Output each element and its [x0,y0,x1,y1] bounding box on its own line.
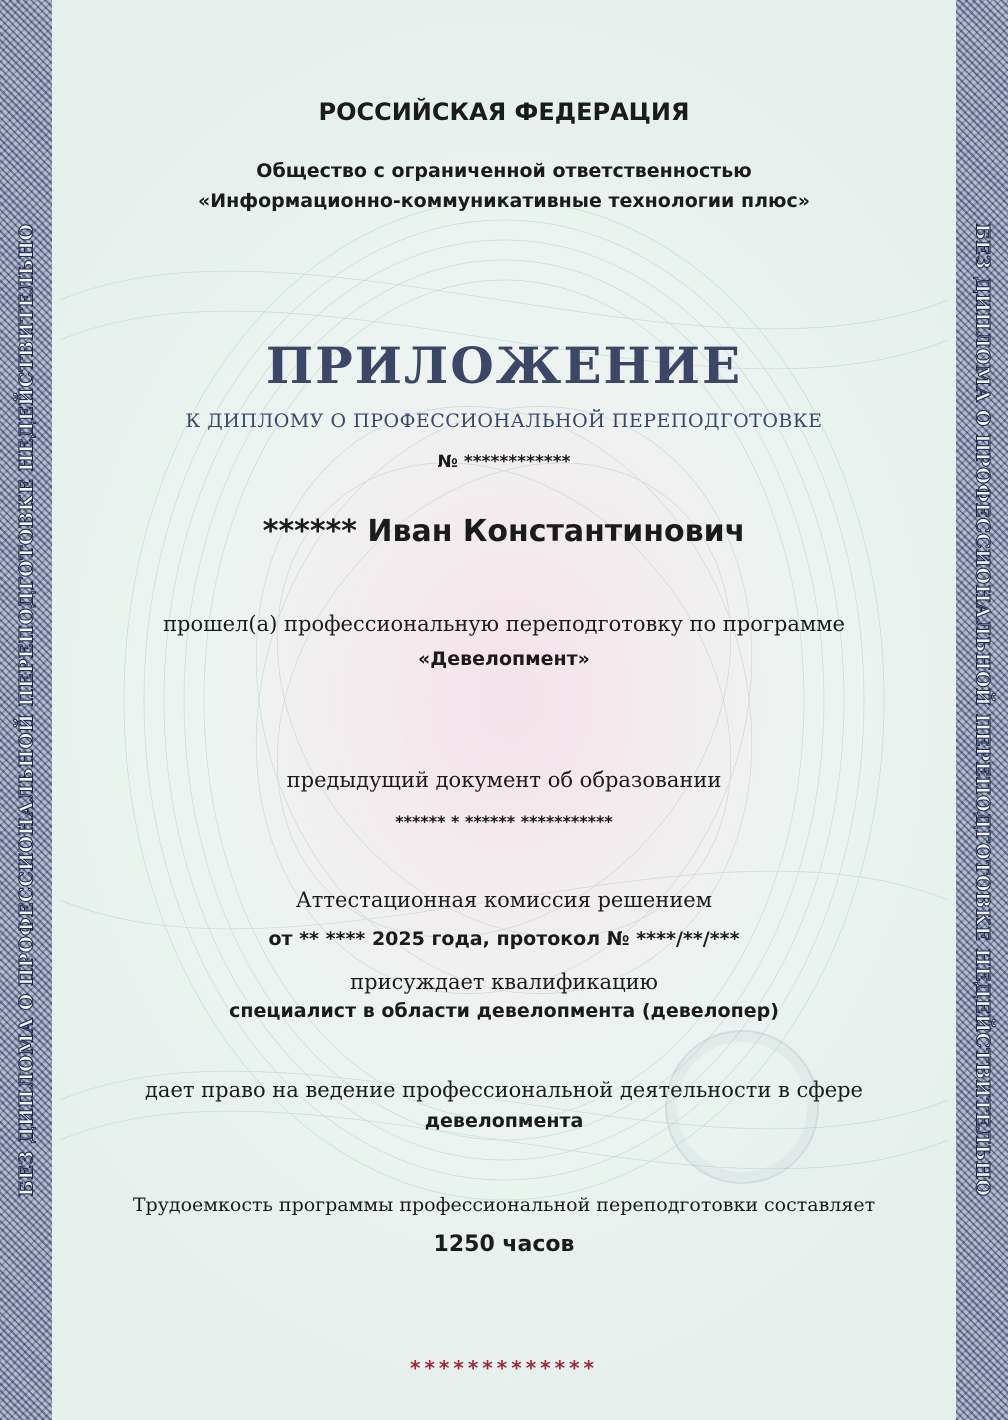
commission-text: Аттестационная комиссия решением [295,888,713,912]
organization-line-1: Общество с ограниченной ответственностью [256,160,752,182]
right-border-text [956,0,1008,1420]
sphere-text: девелопмента [424,1110,584,1132]
document-subtitle: К ДИПЛОМУ О ПРОФЕССИОНАЛЬНОЙ ПЕРЕПОДГОТОВКЕ [185,410,823,432]
faded-seal [665,1030,819,1184]
document-title: ПРИЛОЖЕНИЕ [265,336,743,395]
document-number: № ************ [437,452,571,472]
organization-line-2: «Информационно-коммуникативные технологии плюс» [197,190,811,212]
recipient-name: ****** Иван Константинович [262,514,746,549]
left-border-text [0,0,52,1420]
protocol-text: от ** **** 2025 года, протокол № ****/**/*** [268,928,740,950]
qualification-text: специалист в области девелопмента (девелопер) [229,1000,779,1022]
serial-number: ************* [410,1356,598,1380]
program-name: «Девелопмент» [418,648,590,670]
hours-value: 1250 часов [433,1232,575,1257]
left-border-label: БЕЗ ДИПЛОМА О ПРОФЕССИОНАЛЬНОЙ ПЕРЕПОДГОТОВКЕ НЕДЕЙСТВИТЕЛЬНО [15,223,37,1197]
country-heading: РОССИЙСКАЯ ФЕДЕРАЦИЯ [318,98,690,126]
previous-document-value: ****** * ****** *********** [395,812,613,831]
studied-text: прошел(а) профессиональную переподготовку по программе [163,612,845,636]
hours-label: Трудоемкость программы профессиональной переподготовки составляет [132,1194,876,1216]
previous-document-label: предыдущий документ об образовании [286,768,722,792]
rights-text: дает право на ведение профессиональной деятельности в сфере [145,1078,863,1102]
awards-text: присуждает квалификацию [350,970,658,994]
right-border-label: БЕЗ ДИПЛОМА О ПРОФЕССИОНАЛЬНОЙ ПЕРЕПОДГОТОВКЕ НЕДЕЙСТВИТЕЛЬНО [971,223,993,1197]
